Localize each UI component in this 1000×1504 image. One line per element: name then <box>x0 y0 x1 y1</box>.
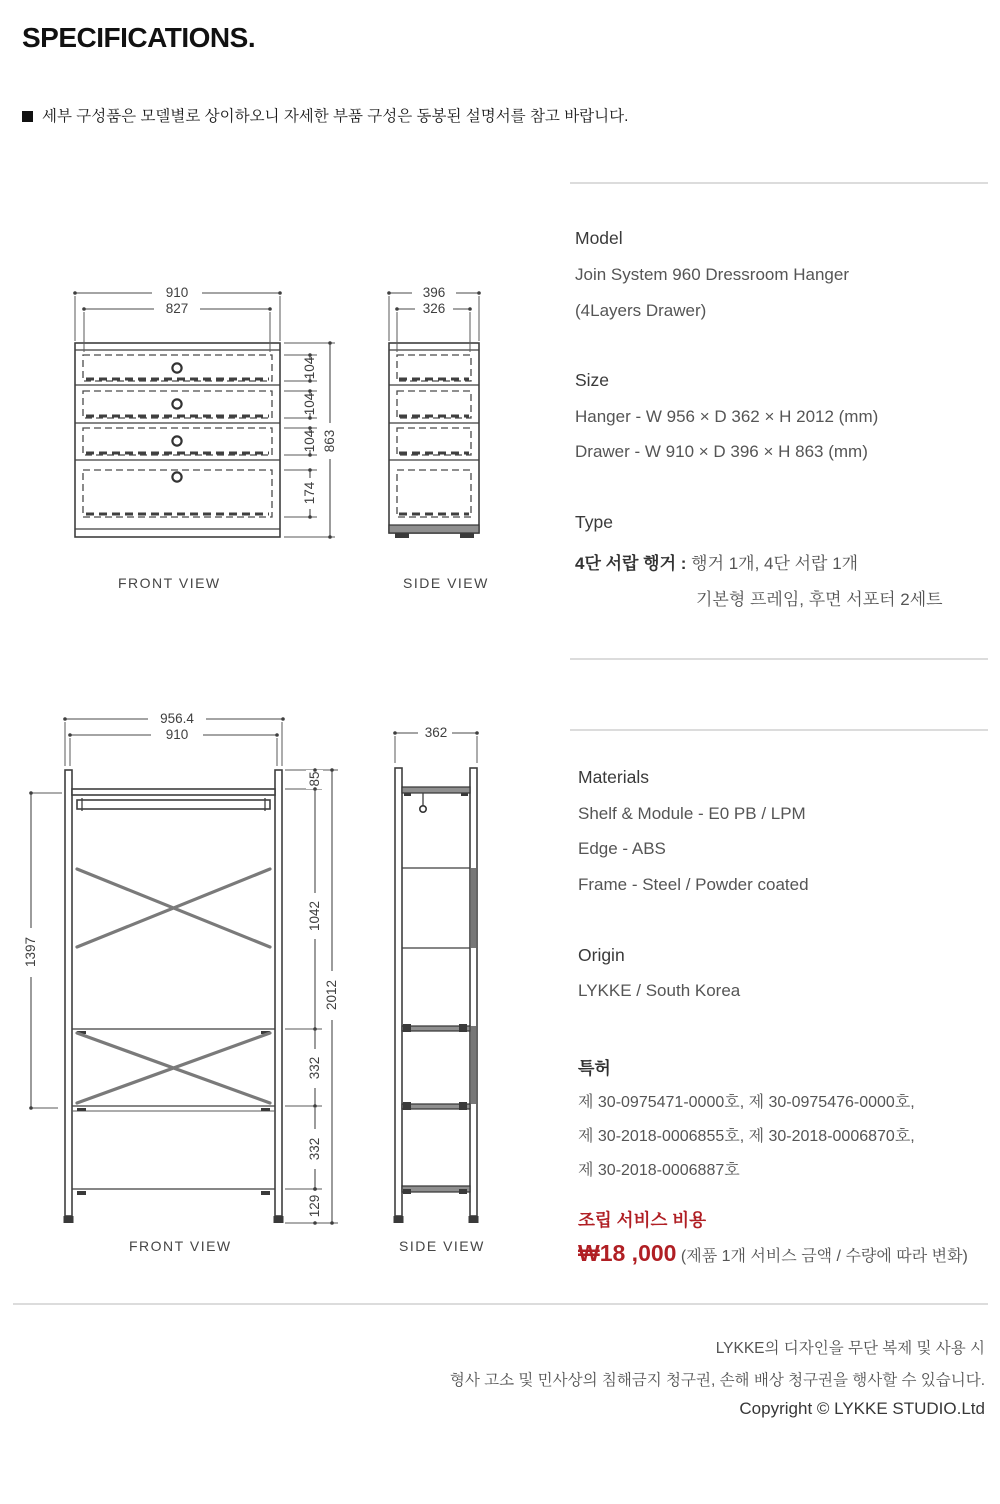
model-heading: Model <box>575 228 623 248</box>
dim-956-4: 956.4 <box>160 711 194 726</box>
type-heading: Type <box>575 512 613 532</box>
size-drawer: Drawer - W 910 × D 396 × H 863 (mm) <box>575 442 868 461</box>
type-label: 4단 서랍 행거 : <box>575 554 687 573</box>
materials-line1: Shelf & Module - E0 PB / LPM <box>578 804 806 823</box>
footer-copyright: Copyright © LYKKE STUDIO.Ltd <box>739 1399 985 1418</box>
dim-910-hanger: 910 <box>165 727 189 742</box>
hanger-front-view-label: FRONT VIEW <box>129 1238 232 1254</box>
dim-326: 326 <box>422 301 446 316</box>
materials-heading: Materials <box>578 767 649 787</box>
type-line1 <box>575 549 858 574</box>
dim-129: 129 <box>307 1194 322 1218</box>
hanger-side-drawing <box>393 725 479 1223</box>
dim-910: 910 <box>165 285 189 300</box>
dim-827: 827 <box>165 301 189 316</box>
divider-mid2 <box>570 729 988 731</box>
divider-top <box>570 182 988 184</box>
model-name: Join System 960 Dressroom Hanger <box>575 265 850 284</box>
materials-line2: Edge - ABS <box>578 839 666 858</box>
dim-362: 362 <box>424 725 448 740</box>
divider-footer <box>13 1303 988 1305</box>
drawer-front-drawing <box>73 285 337 539</box>
dim-104-1: 104 <box>302 356 317 380</box>
dim-332-upper: 332 <box>307 1056 322 1080</box>
origin-value: LYKKE / South Korea <box>578 981 741 1000</box>
size-hanger: Hanger - W 956 × D 362 × H 2012 (mm) <box>575 407 879 426</box>
drawer-front-view-label: FRONT VIEW <box>118 575 221 591</box>
dim-863: 863 <box>322 429 337 453</box>
dim-174: 174 <box>302 481 317 505</box>
dim-2012: 2012 <box>324 979 339 1011</box>
divider-mid1 <box>570 658 988 660</box>
model-variant: (4Layers Drawer) <box>575 301 707 320</box>
materials-line3: Frame - Steel / Powder coated <box>578 875 809 894</box>
type-value: 행거 1개, 4단 서랍 1개 <box>691 554 859 573</box>
patent-line1: 제 30-0975471-0000호, 제 30-0975476-0000호, <box>578 1094 915 1111</box>
assembly-price: ₩18 ,000 <box>578 1240 677 1266</box>
dim-396: 396 <box>422 285 446 300</box>
footer-line2: 형사 고소 및 민사상의 침해금지 청구권, 손해 배상 청구권을 행사할 수 있습니다. <box>449 1372 985 1389</box>
dim-332-lower: 332 <box>307 1137 322 1161</box>
notice-text: 세부 구성품은 모델별로 상이하오니 자세한 부품 구성은 동봉된 설명서를 참고 바랍니다. <box>42 108 629 125</box>
patent-heading: 특허 <box>578 1059 611 1078</box>
origin-heading: Origin <box>578 945 625 965</box>
drawer-side-drawing <box>387 285 481 538</box>
assembly-price-line <box>578 1240 968 1267</box>
size-heading: Size <box>575 370 610 390</box>
dim-104-3: 104 <box>302 429 317 453</box>
footer-line1: LYKKE의 디자인을 무단 복제 및 사용 시 <box>715 1340 985 1357</box>
type-line2: 기본형 프레임, 후면 서포터 2세트 <box>696 590 943 609</box>
patent-line3: 제 30-2018-0006887호 <box>578 1162 740 1179</box>
assembly-price-note: (제품 1개 서비스 금액 / 수량에 따라 변화) <box>680 1248 968 1265</box>
dim-1042: 1042 <box>307 900 322 932</box>
hanger-side-view-label: SIDE VIEW <box>399 1238 485 1254</box>
assembly-heading: 조립 서비스 비용 <box>578 1210 707 1230</box>
hanger-front-drawing <box>23 711 339 1225</box>
dim-1397: 1397 <box>23 936 38 968</box>
patent-line2: 제 30-2018-0006855호, 제 30-2018-0006870호, <box>578 1128 915 1145</box>
page-title: SPECIFICATIONS. <box>22 22 256 53</box>
drawer-side-view-label: SIDE VIEW <box>403 575 489 591</box>
dim-104-2: 104 <box>302 392 317 416</box>
dim-85: 85 <box>307 771 322 787</box>
